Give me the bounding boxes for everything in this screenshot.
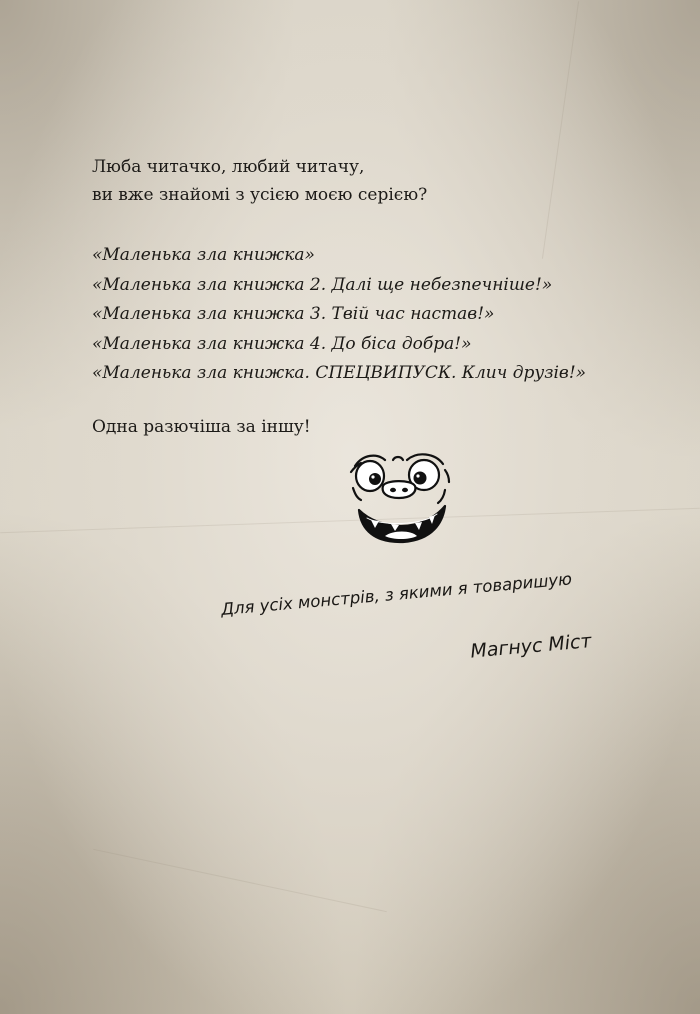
book-title-2: «Маленька зла книжка 2. Далі ще небезпечніше!» — [92, 274, 553, 295]
book-title-1: «Маленька зла книжка» — [92, 245, 315, 265]
author-signature: Магнус Міст — [469, 630, 592, 663]
paper-crease — [542, 1, 579, 259]
book-title-3: «Маленька зла книжка 3. Твій час настав!» — [92, 304, 495, 324]
monster-face-icon — [345, 448, 455, 548]
paper-crease — [93, 849, 387, 912]
book-title-4: «Маленька зла книжка 4. До біса добра!» — [92, 333, 472, 354]
greeting-line-2: ви вже знайомі з усією моєю серією? — [92, 185, 428, 205]
book-title-5: «Маленька зла книжка. СПЕЦВИПУСК. Клич друзів!» — [92, 363, 587, 383]
book-series-list — [92, 241, 586, 389]
dedication-text: Для усіх монстрів, з якими я товаришую — [220, 569, 573, 619]
greeting — [92, 153, 427, 209]
dedication — [220, 569, 592, 670]
closing-line: Одна разючіша за іншу! — [92, 417, 311, 437]
greeting-line-1: Люба читачко, любий читачу, — [92, 157, 365, 177]
